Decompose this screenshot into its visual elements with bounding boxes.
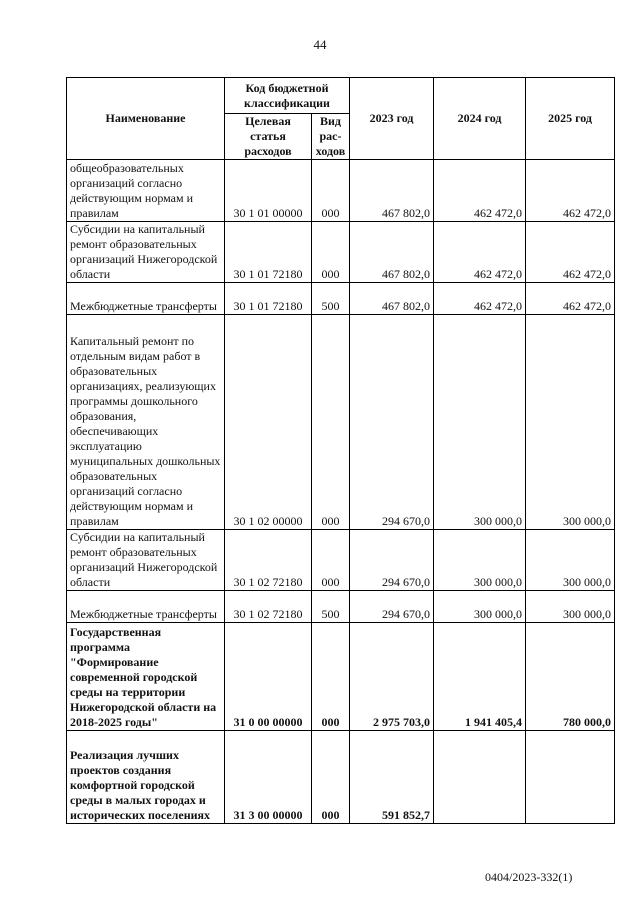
row-name: Капитальный ремонт по отдельным видам работ в образовательных организациях, реализующих программы дошкольного образования, обеспечивающих эксплуатацию муниципальных дошкольных образовательных организаций согласно действующим нормам и правилам bbox=[67, 315, 225, 530]
row-expense-type: 000 bbox=[312, 315, 350, 530]
row-2023: 294 670,0 bbox=[350, 315, 434, 530]
header-2023: 2023 год bbox=[350, 78, 434, 160]
row-2023: 294 670,0 bbox=[350, 530, 434, 591]
row-expense-type: 500 bbox=[312, 591, 350, 623]
table-row bbox=[67, 283, 615, 315]
page-number: 44 bbox=[313, 37, 327, 52]
row-expense-type: 000 bbox=[312, 731, 350, 824]
row-target-article: 30 1 01 00000 bbox=[225, 160, 312, 222]
row-2025: 462 472,0 bbox=[526, 283, 615, 315]
row-target-article: 30 1 02 72180 bbox=[225, 530, 312, 591]
row-name: Субсидии на капитальный ремонт образовательных организаций Нижегородской области bbox=[67, 530, 225, 591]
header-code-group: Код бюджетной классификации bbox=[225, 78, 350, 114]
row-2023: 467 802,0 bbox=[350, 160, 434, 222]
row-2025 bbox=[526, 731, 615, 824]
row-2024: 462 472,0 bbox=[434, 160, 526, 222]
row-2024: 462 472,0 bbox=[434, 283, 526, 315]
table-row bbox=[67, 591, 615, 623]
row-target-article: 30 1 01 72180 bbox=[225, 222, 312, 283]
header-2025: 2025 год bbox=[526, 78, 615, 160]
row-target-article: 30 1 02 00000 bbox=[225, 315, 312, 530]
row-name: Межбюджетные трансферты bbox=[67, 591, 225, 623]
row-2023: 467 802,0 bbox=[350, 222, 434, 283]
row-expense-type: 000 bbox=[312, 222, 350, 283]
row-name: Межбюджетные трансферты bbox=[67, 283, 225, 315]
row-2025: 300 000,0 bbox=[526, 315, 615, 530]
header-expense-type: Вид рас- ходов bbox=[312, 114, 350, 160]
row-2024: 300 000,0 bbox=[434, 315, 526, 530]
row-2024: 300 000,0 bbox=[434, 530, 526, 591]
row-name: Реализация лучших проектов создания комфортной городской среды в малых городах и исторических поселениях bbox=[67, 731, 225, 824]
document-code: 0404/2023-332(1) bbox=[485, 870, 573, 884]
row-2025: 780 000,0 bbox=[526, 623, 615, 731]
row-2024: 300 000,0 bbox=[434, 591, 526, 623]
row-target-article: 31 0 00 00000 bbox=[225, 623, 312, 731]
row-target-article: 30 1 02 72180 bbox=[225, 591, 312, 623]
row-target-article: 31 3 00 00000 bbox=[225, 731, 312, 824]
row-name: общеобразовательных организаций согласно действующим нормам и правилам bbox=[67, 160, 225, 222]
budget-table bbox=[66, 77, 615, 824]
row-expense-type: 000 bbox=[312, 530, 350, 591]
table-row bbox=[67, 222, 615, 283]
row-2025: 462 472,0 bbox=[526, 160, 615, 222]
row-2023: 591 852,7 bbox=[350, 731, 434, 824]
table-row bbox=[67, 160, 615, 222]
table-row bbox=[67, 731, 615, 824]
row-2024: 1 941 405,4 bbox=[434, 623, 526, 731]
row-expense-type: 500 bbox=[312, 283, 350, 315]
row-2023: 2 975 703,0 bbox=[350, 623, 434, 731]
row-2024 bbox=[434, 731, 526, 824]
row-2023: 467 802,0 bbox=[350, 283, 434, 315]
header-target-article: Целевая статья расходов bbox=[225, 114, 312, 160]
row-expense-type: 000 bbox=[312, 160, 350, 222]
table-row bbox=[67, 623, 615, 731]
row-2025: 300 000,0 bbox=[526, 591, 615, 623]
row-2023: 294 670,0 bbox=[350, 591, 434, 623]
row-name: Государственная программа "Формирование современной городской среды на территории Нижегородской области на 2018-2025 годы" bbox=[67, 623, 225, 731]
row-2025: 300 000,0 bbox=[526, 530, 615, 591]
row-2025: 462 472,0 bbox=[526, 222, 615, 283]
row-expense-type: 000 bbox=[312, 623, 350, 731]
header-name: Наименование bbox=[67, 78, 225, 160]
row-target-article: 30 1 01 72180 bbox=[225, 283, 312, 315]
row-name: Субсидии на капитальный ремонт образовательных организаций Нижегородской области bbox=[67, 222, 225, 283]
row-2024: 462 472,0 bbox=[434, 222, 526, 283]
table-row bbox=[67, 530, 615, 591]
header-2024: 2024 год bbox=[434, 78, 526, 160]
table-row bbox=[67, 315, 615, 530]
